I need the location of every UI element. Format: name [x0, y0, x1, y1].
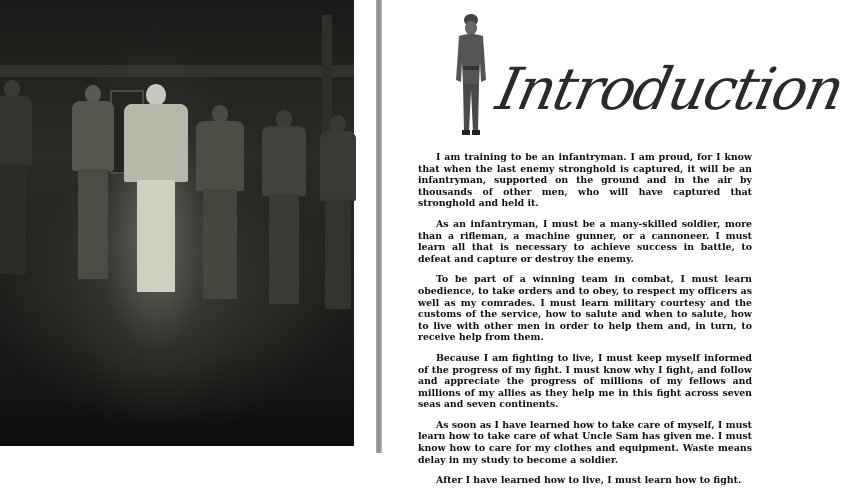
shadow-soldier-figure: [72, 85, 114, 290]
page-title: Introduction: [490, 55, 849, 123]
shadow-soldier-figure: [0, 80, 32, 280]
paragraph: To be part of a winning team in combat, I must learn obedience, to take orders and to obey, to respect my officers as well as my comrades. I must learn military courtesy and the customs of the service, how to salute and when to salute, how to live with other men in order to help them and, in turn, to receive help from them.: [418, 274, 752, 344]
introduction-body: [418, 152, 752, 496]
soldiers-photo: [0, 0, 354, 446]
shadow-soldier-figure: [320, 115, 356, 275]
paragraph: I am training to be an infantryman. I am proud, for I know that when the last enemy stronghold is captured, it will be an infantryman, supported on the ground and in the air by thousands of other men, who will have captured that stronghold and held it.: [418, 152, 752, 210]
paragraph: As an infantryman, I must be a many-skilled soldier, more than a rifleman, a machine gunner, or a cannoneer. I must learn all that is necessary to achieve success in battle, to defeat and capture or destroy the enemy.: [418, 218, 752, 265]
book-gutter: [376, 0, 382, 453]
soldier-figure-icon: [450, 10, 492, 138]
building-eave: [0, 65, 354, 77]
shadow-soldier-figure: [262, 110, 306, 280]
paragraph: After I have learned how to live, I must learn how to fight.: [436, 475, 742, 487]
shadow-soldier-figure: [196, 105, 244, 285]
lit-soldier-figure: [124, 84, 188, 294]
paragraph: Because I am fighting to live, I must keep myself informed of the progress of my fight. I must know why I fight, and follow and appreciate the progress of millions of my fellows and millions of my allies as they help me in this fight across seven seas and seven continents.: [418, 352, 752, 411]
paragraph: As soon as I have learned how to take care of myself, I must learn how to take care of what Uncle Sam has given me. I must know how to care for my clothes and equipment. Waste means delay in my study to become a soldier.: [418, 419, 752, 466]
